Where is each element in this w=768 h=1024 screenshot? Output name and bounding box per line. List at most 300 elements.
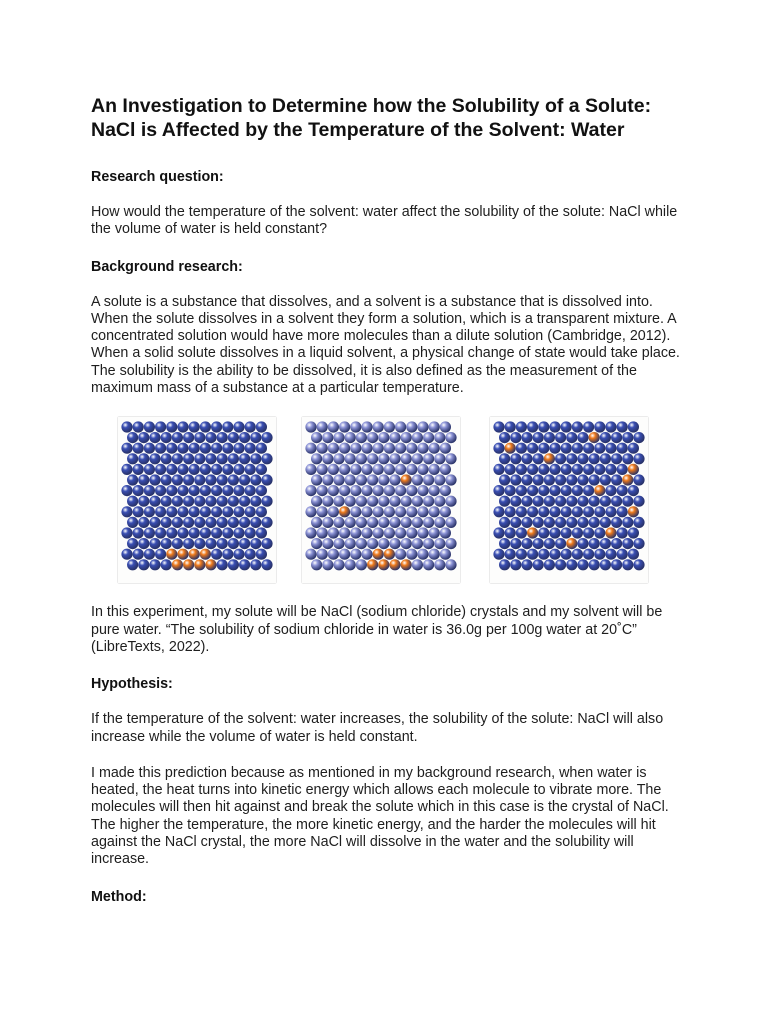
solute-particle (544, 454, 555, 465)
water-molecule (127, 517, 138, 528)
water-molecule (133, 422, 144, 433)
water-molecule (561, 549, 572, 560)
water-molecule (217, 432, 228, 443)
solute-particle (339, 507, 350, 518)
water-molecule (605, 443, 616, 454)
water-molecule (600, 496, 611, 507)
water-molecule (183, 475, 194, 486)
water-molecule (505, 549, 516, 560)
water-molecule (261, 454, 272, 465)
water-molecule (189, 443, 200, 454)
solute-particle (622, 475, 633, 486)
water-molecule (566, 560, 577, 571)
water-molecule (617, 485, 628, 496)
water-molecule (406, 549, 417, 560)
water-molecule (345, 432, 356, 443)
water-molecule (373, 485, 384, 496)
water-molecule (594, 422, 605, 433)
water-molecule (600, 517, 611, 528)
water-molecule (333, 454, 344, 465)
water-molecule (222, 507, 233, 518)
water-molecule (533, 538, 544, 549)
water-molecule (333, 432, 344, 443)
water-molecule (261, 475, 272, 486)
water-molecule (172, 432, 183, 443)
solute-particle (389, 560, 400, 571)
water-molecule (233, 464, 244, 475)
water-molecule (194, 475, 205, 486)
water-molecule (217, 454, 228, 465)
water-molecule (322, 517, 333, 528)
water-molecule (544, 560, 555, 571)
water-molecule (356, 475, 367, 486)
water-molecule (149, 538, 160, 549)
water-molecule (205, 432, 216, 443)
water-molecule (256, 443, 267, 454)
water-molecule (516, 507, 527, 518)
water-molecule (429, 443, 440, 454)
water-molecule (211, 485, 222, 496)
water-molecule (317, 443, 328, 454)
water-molecule (367, 496, 378, 507)
water-molecule (356, 560, 367, 571)
solute-particle (189, 549, 200, 560)
water-molecule (261, 538, 272, 549)
water-molecule (328, 528, 339, 539)
water-molecule (189, 528, 200, 539)
water-molecule (544, 432, 555, 443)
water-molecule (521, 496, 532, 507)
water-molecule (239, 432, 250, 443)
water-molecule (350, 422, 361, 433)
water-molecule (521, 432, 532, 443)
water-molecule (389, 454, 400, 465)
water-molecule (538, 443, 549, 454)
water-molecule (384, 485, 395, 496)
water-molecule (217, 496, 228, 507)
water-molecule (384, 528, 395, 539)
water-molecule (373, 422, 384, 433)
water-molecule (600, 432, 611, 443)
water-molecule (611, 454, 622, 465)
water-molecule (516, 464, 527, 475)
water-molecule (166, 422, 177, 433)
water-molecule (155, 464, 166, 475)
water-molecule (339, 528, 350, 539)
water-molecule (527, 549, 538, 560)
water-molecule (189, 422, 200, 433)
water-molecule (395, 528, 406, 539)
water-molecule (594, 443, 605, 454)
water-molecule (138, 560, 149, 571)
water-molecule (339, 464, 350, 475)
water-molecule (328, 422, 339, 433)
water-molecule (628, 443, 639, 454)
research-question-text: How would the temperature of the solvent: water affect the solubility of the solute: NaCl while the volume of water is held constant? (91, 204, 678, 238)
water-molecule (499, 475, 510, 486)
water-molecule (510, 475, 521, 486)
water-molecule (161, 475, 172, 486)
water-molecule (583, 485, 594, 496)
water-molecule (161, 517, 172, 528)
water-molecule (544, 538, 555, 549)
water-molecule (149, 432, 160, 443)
water-molecule (333, 517, 344, 528)
water-molecule (189, 485, 200, 496)
water-molecule (317, 485, 328, 496)
water-molecule (356, 496, 367, 507)
solute-particle (594, 485, 605, 496)
water-molecule (611, 432, 622, 443)
water-molecule (233, 507, 244, 518)
water-molecule (361, 549, 372, 560)
water-molecule (406, 507, 417, 518)
water-molecule (611, 496, 622, 507)
water-molecule (622, 517, 633, 528)
water-molecule (406, 528, 417, 539)
water-molecule (555, 560, 566, 571)
water-molecule (194, 432, 205, 443)
water-molecule (561, 464, 572, 475)
water-molecule (245, 528, 256, 539)
water-molecule (589, 560, 600, 571)
water-molecule (423, 475, 434, 486)
water-molecule (245, 443, 256, 454)
water-molecule (211, 443, 222, 454)
water-molecule (317, 549, 328, 560)
water-molecule (493, 528, 504, 539)
water-molecule (172, 538, 183, 549)
water-molecule (311, 432, 322, 443)
water-molecule (434, 496, 445, 507)
water-molecule (493, 443, 504, 454)
water-molecule (200, 422, 211, 433)
water-molecule (406, 422, 417, 433)
water-molecule (228, 454, 239, 465)
water-molecule (429, 549, 440, 560)
water-molecule (378, 454, 389, 465)
water-molecule (345, 538, 356, 549)
water-molecule (205, 517, 216, 528)
water-molecule (356, 538, 367, 549)
water-molecule (345, 560, 356, 571)
water-molecule (361, 528, 372, 539)
water-molecule (555, 517, 566, 528)
water-molecule (429, 485, 440, 496)
water-molecule (222, 422, 233, 433)
solute-particle (566, 538, 577, 549)
water-molecule (434, 560, 445, 571)
water-molecule (600, 560, 611, 571)
water-molecule (389, 538, 400, 549)
water-molecule (345, 496, 356, 507)
water-molecule (166, 528, 177, 539)
figure-solute-undissolved (118, 417, 276, 583)
water-molecule (566, 475, 577, 486)
water-molecule (200, 443, 211, 454)
water-molecule (445, 454, 456, 465)
water-molecule (549, 528, 560, 539)
water-molecule (250, 432, 261, 443)
water-molecule (189, 464, 200, 475)
water-molecule (250, 496, 261, 507)
water-molecule (305, 507, 316, 518)
water-molecule (166, 443, 177, 454)
water-molecule (373, 443, 384, 454)
water-molecule (434, 475, 445, 486)
water-molecule (395, 507, 406, 518)
water-molecule (200, 464, 211, 475)
water-molecule (527, 443, 538, 454)
water-molecule (412, 517, 423, 528)
water-molecule (161, 432, 172, 443)
water-molecule (538, 549, 549, 560)
water-molecule (228, 538, 239, 549)
water-molecule (505, 528, 516, 539)
water-molecule (155, 422, 166, 433)
water-molecule (572, 528, 583, 539)
water-molecule (350, 507, 361, 518)
water-molecule (423, 432, 434, 443)
solute-particle (628, 464, 639, 475)
water-molecule (521, 454, 532, 465)
water-molecule (172, 454, 183, 465)
water-molecule (555, 475, 566, 486)
water-molecule (401, 432, 412, 443)
water-molecule (395, 422, 406, 433)
figure-solute-dissolving (302, 417, 460, 583)
water-molecule (149, 475, 160, 486)
water-molecule (544, 475, 555, 486)
water-molecule (605, 549, 616, 560)
hypothesis-text: If the temperature of the solvent: water increases, the solubility of the solute: NaCl will also increase while the volume of water is held constant. (91, 711, 664, 745)
water-molecule (161, 454, 172, 465)
solute-particle (628, 507, 639, 518)
water-molecule (317, 528, 328, 539)
water-molecule (499, 560, 510, 571)
water-molecule (373, 528, 384, 539)
water-molecule (544, 517, 555, 528)
water-molecule (549, 549, 560, 560)
water-molecule (521, 475, 532, 486)
water-molecule (211, 528, 222, 539)
water-molecule (499, 538, 510, 549)
water-molecule (611, 517, 622, 528)
water-molecule (505, 464, 516, 475)
water-molecule (440, 549, 451, 560)
water-molecule (322, 454, 333, 465)
water-molecule (378, 538, 389, 549)
water-molecule (577, 496, 588, 507)
water-molecule (333, 538, 344, 549)
water-molecule (144, 507, 155, 518)
water-molecule (561, 422, 572, 433)
water-molecule (172, 496, 183, 507)
water-molecule (222, 464, 233, 475)
water-molecule (166, 507, 177, 518)
water-molecule (155, 443, 166, 454)
solute-particle (605, 528, 616, 539)
water-molecule (183, 454, 194, 465)
solute-particle (401, 560, 412, 571)
water-molecule (384, 507, 395, 518)
water-molecule (583, 464, 594, 475)
water-molecule (177, 443, 188, 454)
water-molecule (499, 454, 510, 465)
water-molecule (378, 475, 389, 486)
water-molecule (533, 496, 544, 507)
water-molecule (138, 538, 149, 549)
water-molecule (228, 432, 239, 443)
water-molecule (361, 464, 372, 475)
water-molecule (505, 507, 516, 518)
water-molecule (222, 549, 233, 560)
water-molecule (138, 517, 149, 528)
water-molecule (217, 517, 228, 528)
water-molecule (538, 464, 549, 475)
water-molecule (250, 538, 261, 549)
water-molecule (356, 432, 367, 443)
water-molecule (200, 485, 211, 496)
water-molecule (633, 560, 644, 571)
water-molecule (389, 496, 400, 507)
water-molecule (339, 485, 350, 496)
water-molecule (521, 560, 532, 571)
water-molecule (412, 496, 423, 507)
water-molecule (566, 454, 577, 465)
water-molecule (256, 528, 267, 539)
water-molecule (239, 560, 250, 571)
water-molecule (305, 485, 316, 496)
water-molecule (611, 475, 622, 486)
water-molecule (493, 485, 504, 496)
water-molecule (605, 507, 616, 518)
water-molecule (417, 507, 428, 518)
water-molecule (538, 507, 549, 518)
water-molecule (423, 454, 434, 465)
water-molecule (222, 485, 233, 496)
water-molecule (600, 538, 611, 549)
water-molecule (239, 538, 250, 549)
water-molecule (499, 517, 510, 528)
water-molecule (367, 538, 378, 549)
background-text: A solute is a substance that dissolves, and a solvent is a substance that is dissolved into. When the solute dissolves in a solvent they form a solution, which is a transparent mixture. A concentrated solution would have more molecules than a dilute solution (Cambridge, 2012). When a solid solute dissolves in a liquid solvent, a physical change of state would take place. The solubility is the ability to be dissolved, it is also defined as the measurement of the maximum mass of a substance at a particular temperature. (91, 293, 680, 397)
water-molecule (144, 485, 155, 496)
water-molecule (617, 464, 628, 475)
experiment-text: In this experiment, my solute will be NaCl (sodium chloride) crystals and my solvent will be pure water. “The solubility of sodium chloride in water is 36.0g per 100g water at 20˚C” (LibreTexts, 2022). (91, 604, 663, 655)
water-molecule (194, 517, 205, 528)
solute-particle (505, 443, 516, 454)
water-molecule (440, 507, 451, 518)
water-molecule (577, 454, 588, 465)
water-molecule (429, 464, 440, 475)
water-molecule (172, 517, 183, 528)
water-molecule (361, 507, 372, 518)
water-molecule (166, 485, 177, 496)
water-molecule (177, 528, 188, 539)
solute-particle (177, 549, 188, 560)
water-molecule (434, 454, 445, 465)
water-molecule (339, 422, 350, 433)
water-molecule (583, 507, 594, 518)
water-molecule (406, 485, 417, 496)
water-molecule (549, 443, 560, 454)
water-molecule (367, 475, 378, 486)
document-title (91, 94, 691, 142)
water-molecule (423, 517, 434, 528)
water-molecule (317, 422, 328, 433)
water-molecule (561, 443, 572, 454)
water-molecule (445, 538, 456, 549)
water-molecule (161, 538, 172, 549)
water-molecule (245, 507, 256, 518)
water-molecule (339, 549, 350, 560)
water-molecule (211, 507, 222, 518)
water-molecule (144, 422, 155, 433)
water-molecule (583, 443, 594, 454)
water-molecule (605, 422, 616, 433)
water-molecule (533, 517, 544, 528)
method-heading: Method: (91, 888, 147, 905)
water-molecule (577, 517, 588, 528)
water-molecule (328, 549, 339, 560)
water-molecule (133, 507, 144, 518)
water-molecule (423, 560, 434, 571)
solute-particle (172, 560, 183, 571)
water-molecule (510, 560, 521, 571)
water-molecule (144, 528, 155, 539)
solute-particle (373, 549, 384, 560)
water-molecule (510, 538, 521, 549)
water-molecule (378, 496, 389, 507)
water-molecule (322, 560, 333, 571)
water-molecule (350, 485, 361, 496)
water-molecule (633, 517, 644, 528)
water-molecule (401, 496, 412, 507)
water-molecule (611, 538, 622, 549)
water-molecule (628, 528, 639, 539)
water-molecule (633, 496, 644, 507)
water-molecule (373, 464, 384, 475)
water-molecule (261, 560, 272, 571)
water-molecule (445, 496, 456, 507)
water-molecule (572, 422, 583, 433)
water-molecule (233, 485, 244, 496)
water-molecule (499, 432, 510, 443)
water-molecule (533, 432, 544, 443)
water-molecule (561, 485, 572, 496)
water-molecule (239, 496, 250, 507)
water-molecule (261, 517, 272, 528)
water-molecule (429, 528, 440, 539)
water-molecule (589, 496, 600, 507)
water-molecule (499, 496, 510, 507)
water-molecule (589, 454, 600, 465)
water-molecule (133, 464, 144, 475)
water-molecule (617, 528, 628, 539)
water-molecule (333, 496, 344, 507)
water-molecule (617, 507, 628, 518)
water-molecule (440, 464, 451, 475)
water-molecule (121, 443, 132, 454)
water-molecule (138, 432, 149, 443)
water-molecule (521, 517, 532, 528)
water-molecule (577, 538, 588, 549)
water-molecule (194, 538, 205, 549)
water-molecule (144, 464, 155, 475)
water-molecule (594, 464, 605, 475)
water-molecule (245, 464, 256, 475)
